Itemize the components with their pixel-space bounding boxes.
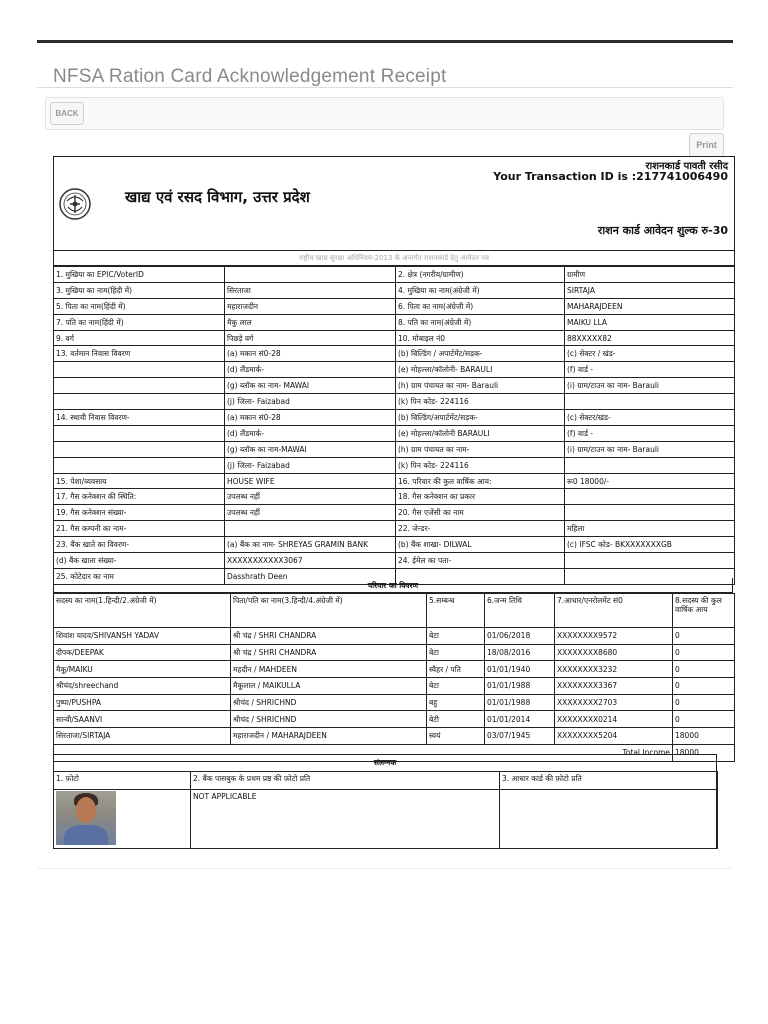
- title-divider: [37, 87, 733, 88]
- details-cell: (g) ब्लॉक का नाम-MAWAI: [225, 441, 396, 457]
- details-cell: (c) IFSC कोड- BKXXXXXXXGB: [565, 537, 735, 553]
- family-row: [54, 661, 735, 678]
- details-row: [54, 457, 735, 473]
- family-row: [54, 628, 735, 645]
- page-title: NFSA Ration Card Acknowledgement Receipt: [53, 66, 447, 87]
- family-cell: XXXXXXXX5204: [555, 728, 673, 745]
- details-cell: 20. गैस एजेंसी का नाम: [396, 505, 565, 521]
- family-header-row: [54, 594, 735, 628]
- details-cell: 7. पति का नाम(हिंदी में): [54, 314, 225, 330]
- family-cell: मैकू/MAIKU: [54, 661, 231, 678]
- details-cell: [565, 394, 735, 410]
- details-cell: 6. पिता का नाम(अंग्रेजी में): [396, 298, 565, 314]
- up-govt-emblem-icon: [58, 185, 92, 223]
- details-cell: 16. परिवार की कुल वार्षिक आय:: [396, 473, 565, 489]
- details-cell: उपलब्ध नहीं: [225, 489, 396, 505]
- photo-label: 1. फ़ोटो: [54, 772, 191, 790]
- details-row: [54, 553, 735, 569]
- family-cell: मैकूलाल / MAIKULLA: [231, 678, 427, 695]
- details-cell: 23. बैंक खाते का विवरण-: [54, 537, 225, 553]
- details-cell: (d) लैंडमार्क-: [225, 425, 396, 441]
- details-cell: (k) पिन कोड- 224116: [396, 394, 565, 410]
- col-father-husband: पिता/पति का नाम(3.हिन्दी/4.अंग्रेजी में): [231, 594, 427, 628]
- family-cell: 18/08/2016: [485, 644, 555, 661]
- attachments-title: संलग्नक: [54, 755, 716, 772]
- application-fee: राशन कार्ड आवेदन शुल्क रु-30: [597, 224, 728, 237]
- details-row: [54, 473, 735, 489]
- details-cell: [54, 394, 225, 410]
- col-relation: 5.सम्बन्ध: [427, 594, 485, 628]
- col-dob: 6.जन्म तिथि: [485, 594, 555, 628]
- family-cell: XXXXXXXX3367: [555, 678, 673, 695]
- back-panel: [45, 97, 724, 130]
- family-cell: शिवांश यादव/SHIVANSH YADAV: [54, 628, 231, 645]
- family-cell: 0: [673, 678, 735, 695]
- details-row: [54, 441, 735, 457]
- family-row: [54, 694, 735, 711]
- details-cell: (c) सेक्टर/खंड-: [565, 410, 735, 426]
- details-cell: सिरताजा: [225, 282, 396, 298]
- details-cell: 15. पेशा/व्यवसाय: [54, 473, 225, 489]
- family-row: [54, 728, 735, 745]
- details-cell: 10. मोबाइल नं0: [396, 330, 565, 346]
- family-cell: 0: [673, 661, 735, 678]
- family-cell: बेटा: [427, 678, 485, 695]
- details-cell: 13. वर्तमान निवास विवरण: [54, 346, 225, 362]
- details-row: [54, 505, 735, 521]
- details-cell: (d) लैंडमार्क-: [225, 362, 396, 378]
- details-row: [54, 537, 735, 553]
- attachments-table: [53, 771, 718, 849]
- details-cell: [565, 553, 735, 569]
- family-cell: XXXXXXXX2703: [555, 694, 673, 711]
- family-cell: महाराजदीन / MAHARAJDEEN: [231, 728, 427, 745]
- details-cell: (a) मकान सं0-28: [225, 410, 396, 426]
- family-cell: 01/01/1940: [485, 661, 555, 678]
- receipt-document: [53, 156, 735, 585]
- col-member-name: सदस्य का नाम(1.हिन्दी/2.अंग्रेजी में): [54, 594, 231, 628]
- details-cell: [54, 362, 225, 378]
- details-cell: [565, 489, 735, 505]
- details-cell: (f) वार्ड -: [565, 362, 735, 378]
- details-cell: (b) बैंक शाखा- DILWAL: [396, 537, 565, 553]
- family-cell: XXXXXXXX9572: [555, 628, 673, 645]
- details-cell: SIRTAJA: [565, 282, 735, 298]
- details-row: [54, 346, 735, 362]
- bottom-divider: [37, 868, 733, 869]
- family-cell: दीपक/DEEPAK: [54, 644, 231, 661]
- family-cell: 0: [673, 628, 735, 645]
- col-income: 8.सदस्य की कुल वार्षिक आय: [673, 594, 735, 628]
- department-name: खाद्य एवं रसद विभाग, उत्तर प्रदेश: [125, 188, 310, 206]
- receipt-title: राशनकार्ड पावती रसीद: [645, 161, 728, 172]
- family-cell: XXXXXXXX8680: [555, 644, 673, 661]
- details-row: [54, 267, 735, 283]
- details-cell: (c) सेक्टर / खंड-: [565, 346, 735, 362]
- family-cell: पुष्पा/PUSHPA: [54, 694, 231, 711]
- family-cell: महदीन / MAHDEEN: [231, 661, 427, 678]
- details-cell: 17. गैस कनेक्शन की स्थिति:: [54, 489, 225, 505]
- family-cell: बहु: [427, 694, 485, 711]
- family-cell: 0: [673, 694, 735, 711]
- details-cell: MAHARAJDEEN: [565, 298, 735, 314]
- details-row: [54, 394, 735, 410]
- details-cell: 1. मुखिया का EPIC/VoterID: [54, 267, 225, 283]
- family-cell: XXXXXXXX3232: [555, 661, 673, 678]
- details-cell: ग्रामीण: [565, 267, 735, 283]
- family-cell: 0: [673, 644, 735, 661]
- family-cell: श्रीचंद / SHRICHND: [231, 694, 427, 711]
- details-cell: (b) बिल्डिंग / अपार्टमेंट/सड़क-: [396, 346, 565, 362]
- attachments-section: [53, 754, 717, 849]
- details-cell: (e) मोहल्ला/कॉलोनी- BARAULI: [396, 362, 565, 378]
- passbook-label: 2. बैंक पासबुक के प्रथम प्रष्ठ की फ़ोटो प्रति: [191, 772, 500, 790]
- details-row: [54, 378, 735, 394]
- details-cell: [54, 425, 225, 441]
- details-cell: (b) बिल्डिंग/अपार्टमेंट/सड़क-: [396, 410, 565, 426]
- details-table: [53, 266, 735, 585]
- total-income-value: 18000: [673, 744, 735, 761]
- details-row: [54, 521, 735, 537]
- details-cell: (h) ग्राम पंचायत का नाम-: [396, 441, 565, 457]
- details-cell: पिछड़े वर्ग: [225, 330, 396, 346]
- details-row: [54, 362, 735, 378]
- details-cell: [54, 457, 225, 473]
- family-row: [54, 711, 735, 728]
- family-cell: बेटा: [427, 628, 485, 645]
- family-cell: 18000: [673, 728, 735, 745]
- details-cell: [565, 457, 735, 473]
- family-title: परिवार का विवरण: [53, 578, 733, 593]
- details-cell: उपलब्ध नहीं: [225, 505, 396, 521]
- family-row: [54, 678, 735, 695]
- aadhaar-value: [500, 789, 718, 848]
- family-cell: स्वैहर / पति: [427, 661, 485, 678]
- col-aadhaar: 7.आधार/एनरोलमेंट सं0: [555, 594, 673, 628]
- details-cell: 5. पिता का नाम(हिंदी में): [54, 298, 225, 314]
- family-cell: 01/01/1988: [485, 694, 555, 711]
- details-cell: 18. गैस कनेक्शन का प्रकार: [396, 489, 565, 505]
- back-button[interactable]: BACK: [50, 102, 84, 125]
- family-table: [53, 593, 735, 762]
- details-cell: [225, 267, 396, 283]
- details-cell: (i) ग्राम/टाउन का नाम- Barauli: [565, 441, 735, 457]
- family-cell: 01/01/2014: [485, 711, 555, 728]
- details-cell: MAIKU LLA: [565, 314, 735, 330]
- family-cell: 01/06/2018: [485, 628, 555, 645]
- details-cell: (g) ब्लॉक का नाम- MAWAI: [225, 378, 396, 394]
- details-cell: 9. वर्ग: [54, 330, 225, 346]
- family-cell: 01/01/1988: [485, 678, 555, 695]
- details-cell: (j) जिला- Faizabad: [225, 457, 396, 473]
- details-cell: (h) ग्राम पंचायत का नाम- Barauli: [396, 378, 565, 394]
- top-bar: [37, 40, 733, 43]
- details-cell: (f) वार्ड -: [565, 425, 735, 441]
- details-cell: (i) ग्राम/टाउन का नाम- Barauli: [565, 378, 735, 394]
- details-cell: XXXXXXXXXXX3067: [225, 553, 396, 569]
- aadhaar-label: 3. आधार कार्ड की फ़ोटो प्रति: [500, 772, 718, 790]
- details-cell: 4. मुखिया का नाम(अंग्रेजी में): [396, 282, 565, 298]
- details-cell: 21. गैस कम्पनी का नाम-: [54, 521, 225, 537]
- details-row: [54, 314, 735, 330]
- family-cell: बेटा: [427, 644, 485, 661]
- details-cell: 19. गैस कनेक्शन संख्या-: [54, 505, 225, 521]
- details-row: [54, 410, 735, 426]
- family-cell: श्री चंद्र / SHRI CHANDRA: [231, 644, 427, 661]
- details-cell: (j) जिला- Faizabad: [225, 394, 396, 410]
- details-cell: HOUSE WIFE: [225, 473, 396, 489]
- total-income-label: Total Income: [54, 744, 673, 761]
- details-cell: 88XXXXX82: [565, 330, 735, 346]
- details-cell: 8. पति का नाम(अंग्रेजी में): [396, 314, 565, 330]
- family-cell: 0: [673, 711, 735, 728]
- details-cell: रू0 18000/-: [565, 473, 735, 489]
- details-cell: 22. जेन्डर-: [396, 521, 565, 537]
- details-cell: Dasshrath Deen: [225, 568, 396, 584]
- details-row: [54, 282, 735, 298]
- family-cell: XXXXXXXX0214: [555, 711, 673, 728]
- details-cell: [225, 521, 396, 537]
- family-cell: श्री चंद्र / SHRI CHANDRA: [231, 628, 427, 645]
- family-cell: 03/07/1945: [485, 728, 555, 745]
- family-cell: सिरताजा/SIRTAJA: [54, 728, 231, 745]
- details-cell: महिला: [565, 521, 735, 537]
- details-row: [54, 298, 735, 314]
- family-cell: स्वयं: [427, 728, 485, 745]
- details-cell: मैकु लाल: [225, 314, 396, 330]
- family-cell: बेटी: [427, 711, 485, 728]
- details-cell: महाराजदीन: [225, 298, 396, 314]
- receipt-header: [54, 157, 734, 251]
- details-cell: [54, 441, 225, 457]
- details-cell: (d) बैंक खाता संख्या-: [54, 553, 225, 569]
- details-cell: 2. क्षेत्र (नगरीय/ग्रामीण): [396, 267, 565, 283]
- applicant-photo: [56, 791, 116, 845]
- details-cell: 24. ईमेल का पता-: [396, 553, 565, 569]
- details-row: [54, 330, 735, 346]
- details-cell: (a) बैंक का नाम- SHREYAS GRAMIN BANK: [225, 537, 396, 553]
- details-cell: 25. कोटेदार का नाम: [54, 568, 225, 584]
- family-cell: श्रीचंद / SHRICHND: [231, 711, 427, 728]
- details-cell: (e) मोहल्ला/कॉलोनी BARAULI: [396, 425, 565, 441]
- passbook-value: NOT APPLICABLE: [191, 789, 500, 848]
- family-cell: सान्वी/SAANVI: [54, 711, 231, 728]
- details-cell: (a) मकान सं0-28: [225, 346, 396, 362]
- details-row: [54, 425, 735, 441]
- family-cell: श्रीचंद/shreechand: [54, 678, 231, 695]
- details-cell: [54, 378, 225, 394]
- details-cell: 3. मुखिया का नाम(हिंदी में): [54, 282, 225, 298]
- family-row: [54, 644, 735, 661]
- print-button[interactable]: Print: [689, 133, 724, 157]
- photo-cell: [54, 789, 191, 848]
- transaction-id: Your Transaction ID is :217741006490: [493, 170, 728, 183]
- details-cell: [565, 505, 735, 521]
- details-cell: (k) पिन कोड- 224116: [396, 457, 565, 473]
- details-cell: 14. स्थायी निवास विवरण-: [54, 410, 225, 426]
- form-subtitle: राष्ट्रीय खाद्य सुरक्षा अधिनियम-2013 के अन्तर्गत राशनकार्ड हेतु आवेदन पत्र: [54, 251, 734, 266]
- details-row: [54, 489, 735, 505]
